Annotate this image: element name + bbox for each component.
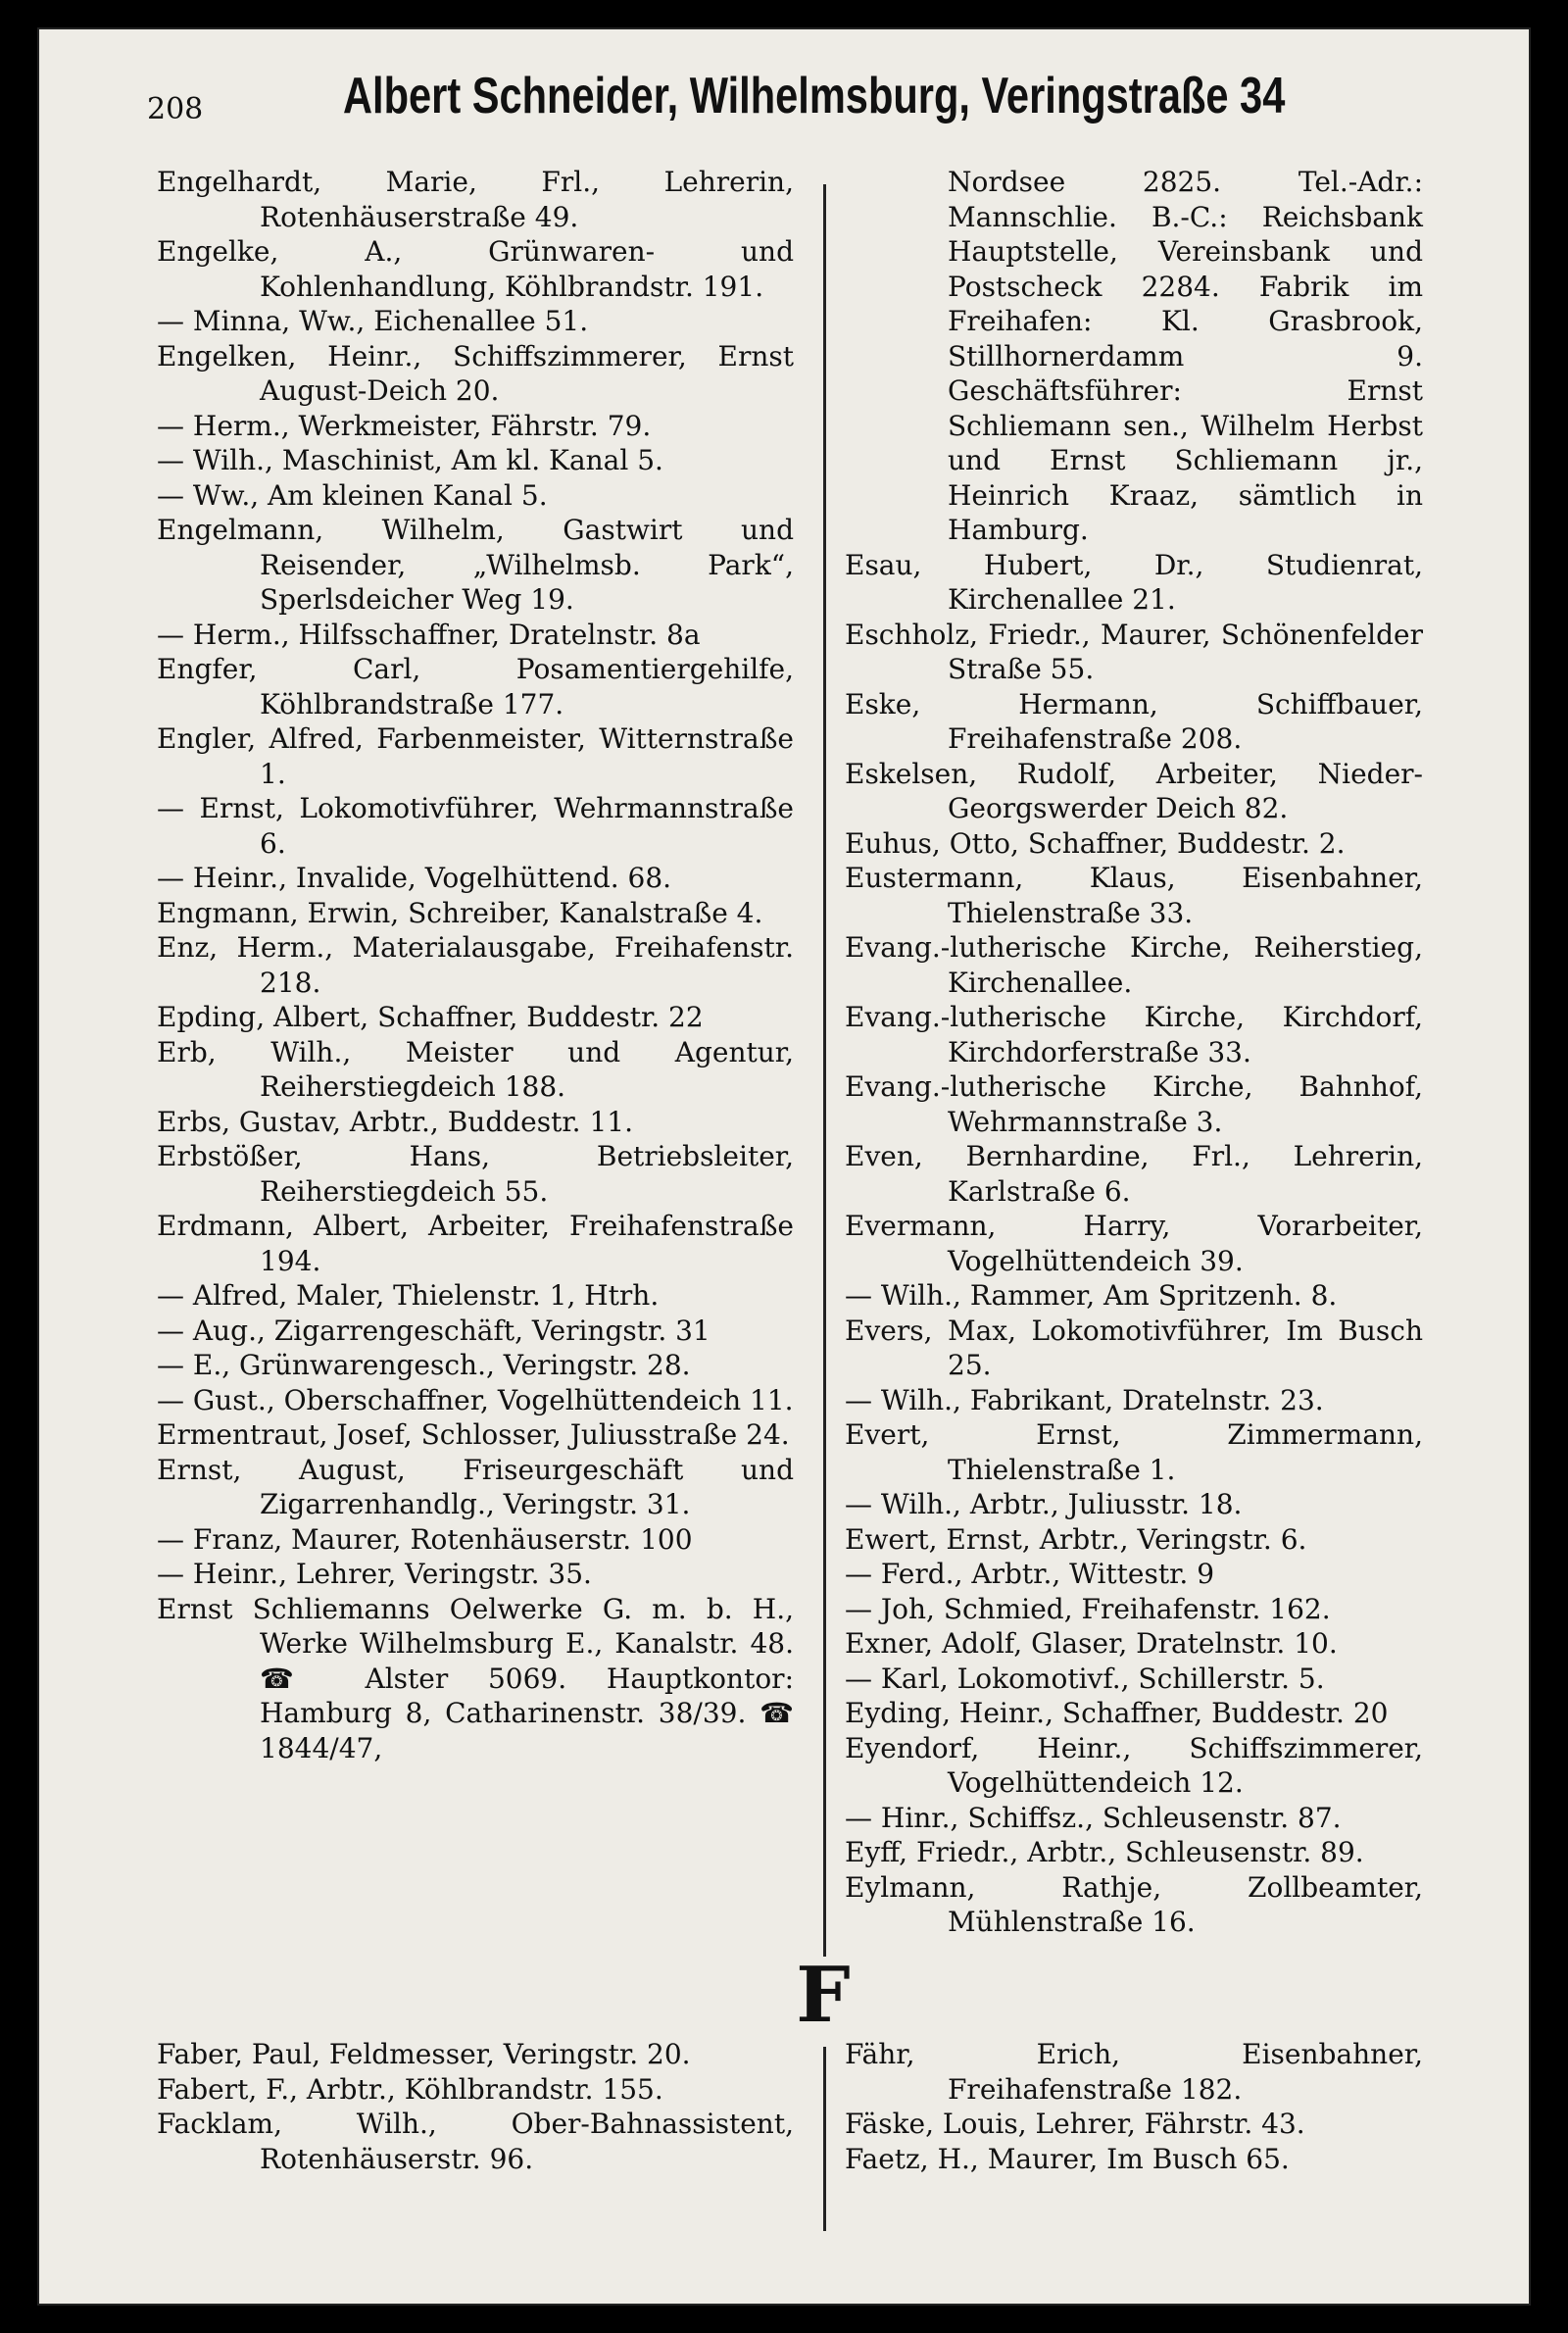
directory-entry: — Karl, Lokomotivf., Schillerstr. 5. — [845, 1662, 1325, 1695]
directory-entry: Fabert, F., Arbtr., Köhlbrandstr. 155. — [157, 2072, 663, 2106]
directory-entry: — Ferd., Arbtr., Wittestr. 9 — [845, 1558, 1215, 1590]
directory-entry: — Franz, Maurer, Rotenhäuserstr. 100 — [157, 1522, 693, 1556]
directory-entry: Erdmann, Albert, Arbeiter, Freihafenstraße 194. — [157, 1210, 794, 1277]
directory-entry: Fäske, Louis, Lehrer, Fährstr. 43. — [845, 2108, 1305, 2140]
directory-entry: Engelken, Heinr., Schiffszimmerer, Ernst August-Deich 20. — [157, 339, 794, 407]
directory-entry: Eskelsen, Rudolf, Arbeiter, Nieder-Georgswerder Deich 82. — [845, 757, 1423, 824]
directory-entry: — Wilh., Maschinist, Am kl. Kanal 5. — [157, 444, 663, 476]
directory-entry: Erb, Wilh., Meister und Agentur, Reiherstiegdeich 188. — [157, 1035, 794, 1103]
directory-entry: Evang.-lutherische Kirche, Kirchdorf, Kirchdorferstraße 33. — [845, 1001, 1423, 1068]
section-letter-heading: F — [796, 1951, 851, 2040]
directory-entry: Exner, Adolf, Glaser, Dratelnstr. 10. — [845, 1627, 1338, 1660]
directory-entry: Esau, Hubert, Dr., Studienrat, Kirchenallee 21. — [845, 548, 1423, 616]
directory-entry: — Gust., Oberschaffner, Vogelhüttendeich 11. — [157, 1383, 794, 1416]
column-divider-top — [823, 184, 826, 1957]
directory-entry: Ernst Schliemanns Oelwerke G. m. b. H., Werke Wilhelmsburg E., Kanalstr. 48. ☎ Alster 5069. Hauptkontor: Hamburg 8, Catharinenstr. 38/39. ☎ 1844/47, — [157, 1592, 794, 1764]
directory-entry: Evermann, Harry, Vorarbeiter, Vogelhüttendeich 39. — [845, 1210, 1423, 1277]
directory-entry: Evers, Max, Lokomotivführer, Im Busch 25. — [845, 1314, 1423, 1381]
directory-entry: — Wilh., Fabrikant, Dratelnstr. 23. — [845, 1383, 1324, 1416]
left-column-bottom — [157, 2037, 794, 2176]
column-divider-bottom — [823, 2047, 826, 2231]
directory-entry: Engler, Alfred, Farbenmeister, Witternstraße 1. — [157, 722, 794, 790]
page-number: 208 — [147, 92, 204, 126]
directory-entry: Faetz, H., Maurer, Im Busch 65. — [845, 2142, 1290, 2175]
directory-entry: — Ww., Am kleinen Kanal 5. — [157, 478, 548, 512]
left-column-top — [157, 165, 794, 1765]
directory-entry: — Herm., Hilfsschaffner, Dratelnstr. 8a — [157, 618, 701, 651]
directory-entry: — Wilh., Rammer, Am Spritzenh. 8. — [845, 1279, 1338, 1312]
directory-entry: — E., Grünwarengesch., Veringstr. 28. — [157, 1349, 691, 1381]
directory-entry: — Minna, Ww., Eichenallee 51. — [157, 305, 589, 337]
directory-entry: — Aug., Zigarrengeschäft, Veringstr. 31 — [157, 1314, 710, 1347]
directory-entry: Facklam, Wilh., Ober-Bahnassistent, Rotenhäuserstr. 96. — [157, 2108, 794, 2175]
directory-entry: Eyff, Friedr., Arbtr., Schleusenstr. 89. — [845, 1836, 1364, 1868]
directory-entry: Engelke, A., Grünwaren- und Kohlenhandlung, Köhlbrandstr. 191. — [157, 235, 794, 303]
directory-entry: Evert, Ernst, Zimmermann, Thielenstraße 1. — [845, 1418, 1423, 1486]
directory-entry: Enz, Herm., Materialausgabe, Freihafenstr. 218. — [157, 931, 794, 999]
directory-entry: Eske, Hermann, Schiffbauer, Freihafenstraße 208. — [845, 687, 1423, 755]
directory-entry: Faber, Paul, Feldmesser, Veringstr. 20. — [157, 2038, 691, 2070]
directory-entry: — Heinr., Invalide, Vogelhüttend. 68. — [157, 862, 672, 894]
directory-entry: Eyding, Heinr., Schaffner, Buddestr. 20 — [845, 1697, 1389, 1729]
directory-entry: Engelmann, Wilhelm, Gastwirt und Reisender, „Wilhelmsb. Park“, Sperlsdeicher Weg 19. — [157, 514, 794, 616]
directory-entry: Ernst, August, Friseurgeschäft und Zigarrenhandlg., Veringstr. 31. — [157, 1453, 794, 1520]
directory-entry: — Joh, Schmied, Freihafenstr. 162. — [845, 1592, 1331, 1625]
directory-entry: Even, Bernhardine, Frl., Lehrerin, Karlstraße 6. — [845, 1140, 1423, 1208]
running-title: Albert Schneider, Wilhelmsburg, Veringstraße 34 — [343, 68, 1286, 124]
directory-entry: Ermentraut, Josef, Schlosser, Juliusstraße 24. — [157, 1418, 790, 1451]
directory-entry: Fähr, Erich, Eisenbahner, Freihafenstraße 182. — [845, 2038, 1423, 2106]
directory-entry: — Herm., Werkmeister, Fährstr. 79. — [157, 409, 652, 442]
directory-entry: Eschholz, Friedr., Maurer, Schönenfelder Straße 55. — [845, 618, 1423, 685]
directory-entry: — Ernst, Lokomotivführer, Wehrmannstraße 6. — [157, 792, 794, 860]
directory-entry: Eustermann, Klaus, Eisenbahner, Thielenstraße 33. — [845, 862, 1423, 929]
directory-entry: Epding, Albert, Schaffner, Buddestr. 22 — [157, 1001, 704, 1033]
directory-entry: Euhus, Otto, Schaffner, Buddestr. 2. — [845, 826, 1346, 860]
directory-entry: Evang.-lutherische Kirche, Bahnhof, Wehrmannstraße 3. — [845, 1070, 1423, 1138]
directory-entry: Ewert, Ernst, Arbtr., Veringstr. 6. — [845, 1522, 1307, 1556]
directory-entry: — Wilh., Arbtr., Juliusstr. 18. — [845, 1488, 1243, 1520]
directory-entry: Evang.-lutherische Kirche, Reiherstieg, Kirchenallee. — [845, 931, 1423, 999]
directory-entry: Eylmann, Rathje, Zollbeamter, Mühlenstraße 16. — [845, 1870, 1423, 1938]
directory-entry: — Alfred, Maler, Thielenstr. 1, Htrh. — [157, 1279, 660, 1312]
page-header — [147, 67, 1303, 135]
directory-entry: Engelhardt, Marie, Frl., Lehrerin, Rotenhäuserstraße 49. — [157, 166, 794, 233]
right-column-bottom — [845, 2037, 1423, 2176]
directory-entry: Erbstößer, Hans, Betriebsleiter, Reiherstiegdeich 55. — [157, 1140, 794, 1208]
directory-entry: — Hinr., Schiffsz., Schleusenstr. 87. — [845, 1801, 1342, 1834]
directory-entry: Erbs, Gustav, Arbtr., Buddestr. 11. — [157, 1105, 634, 1138]
directory-entry: — Heinr., Lehrer, Veringstr. 35. — [157, 1558, 592, 1590]
directory-entry: Engmann, Erwin, Schreiber, Kanalstraße 4. — [157, 896, 763, 929]
directory-entry: Engfer, Carl, Posamentiergehilfe, Köhlbrandstraße 177. — [157, 653, 794, 720]
directory-entry: Nordsee 2825. Tel.-Adr.: Mannschlie. B.-C.: Reichsbank Hauptstelle, Vereinsbank und Postscheck 2284. Fabrik im Freihafen: Kl. Grasbrook, Stillhornerdamm 9. Geschäftsführer: Ernst Schliemann sen., Wilhelm Herbst und Ernst Schliemann jr., Heinrich Kraaz, sämtlich in Hamburg. — [948, 166, 1423, 546]
right-column-top — [845, 165, 1423, 1940]
directory-entry: Eyendorf, Heinr., Schiffszimmerer, Vogelhüttendeich 12. — [845, 1731, 1423, 1799]
